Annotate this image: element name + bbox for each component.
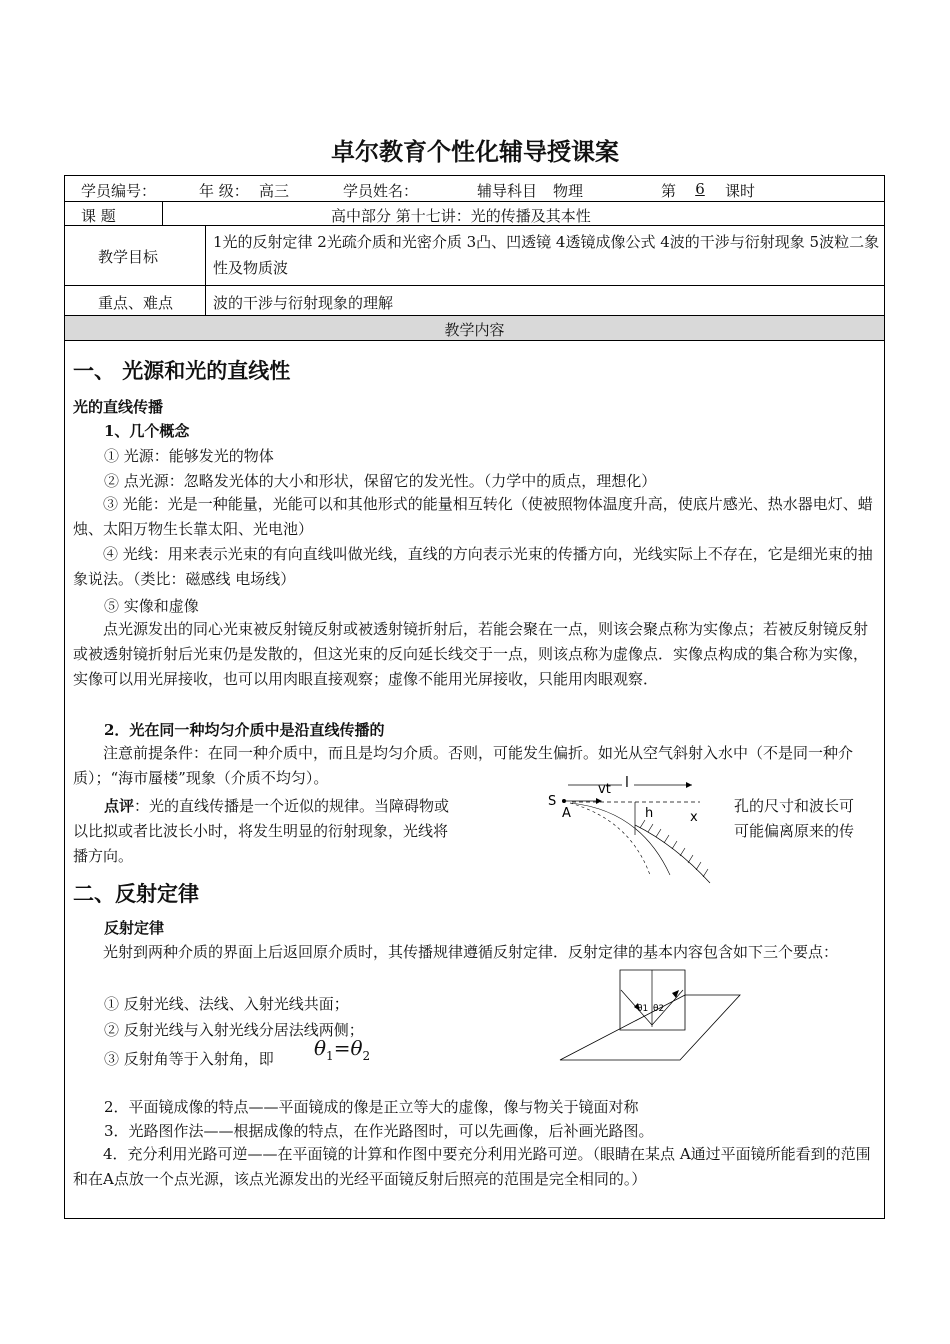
key-label: 重点、难点 <box>98 294 174 312</box>
section2-heading: 二、反射定律 <box>73 882 199 906</box>
reflection-intro: 光射到两种介质的界面上后返回原介质时，其传播规律遵循反射定律．反射定律的基本内容包含如下三个要点： <box>103 943 839 961</box>
grade-value: 高三 <box>259 182 290 200</box>
concept-light-source: ① 光源：能够发光的物体 <box>104 447 274 465</box>
section2-subheading: 反射定律 <box>104 919 165 937</box>
goal-label: 教学目标 <box>98 248 159 266</box>
comment-text-2: 孔的尺寸和波长可 <box>734 797 855 815</box>
comment-line1 <box>104 795 449 816</box>
fig1-label-vt: vt <box>598 782 611 797</box>
reflection-rule-3: ③ 反射角等于入射角，即 <box>104 1050 274 1068</box>
info-row <box>65 176 884 202</box>
comment-text-1: ：光的直线传播是一个近似的规律。当障碍物或 <box>134 797 450 815</box>
fig1-label-h: h <box>645 806 654 821</box>
comment-label: 点评 <box>104 797 135 815</box>
concepts-title: 1、几个概念 <box>104 422 190 440</box>
item2-title: 2．光在同一种均匀介质中是沿直线传播的 <box>104 721 385 739</box>
reflection-rule-2: ② 反射光线与入射光线分居法线两侧； <box>104 1021 364 1039</box>
reflection-figure <box>555 965 745 1065</box>
ray-diagram-rule: 3．光路图作法——根据成像的特点，在作光路图时，可以先画像，后补画光路图。 <box>104 1122 654 1140</box>
student-id-label: 学员编号： <box>81 182 157 200</box>
lesson-prefix: 第 <box>661 182 677 200</box>
lesson-suffix: 课时 <box>725 182 756 200</box>
formula-sub1: 1 <box>326 1049 334 1063</box>
fig2-theta2: θ2 <box>653 1004 665 1014</box>
concept-light-energy: ③ 光能：光是一种能量，光能可以和其他形式的能量相互转化（使被照物体温度升高，使底片感光、热水器电灯、蜡烛、太阳万物生长靠太阳、光电池） <box>73 495 873 538</box>
subject-value: 物理 <box>553 182 584 200</box>
key-value: 波的干涉与衍射现象的理解 <box>213 294 394 312</box>
reversibility-rule: 4．充分利用光路可逆——在平面镜的计算和作图中要充分利用光路可逆。（眼睛在某点 A通过平面镜所能看到的范围和在A点放一个点光源，该点光源发出的光经平面镜反射后照亮的范围是完全相同的。） <box>73 1145 871 1188</box>
image-explanation: 点光源发出的同心光束被反射镜反射或被透射镜折射后，若能会聚在一点，则该会聚点称为实像点；若被反射镜反射或被透射镜折射后光束仍是发散的，但这光束的反向延长线交于一点，则该点称为虚像点．实像点构成的集合称为实像，实像可以用光屏接收，也可以用肉眼直接观察；虚像不能用光屏接收，只能用肉眼观察． <box>73 620 869 688</box>
content-label: 教学内容 <box>444 321 505 339</box>
concept-image: ⑤ 实像和虚像 <box>104 597 199 615</box>
key-row <box>65 286 884 316</box>
comment-text-3: 以比拟或者比波长小时，将发生明显的衍射现象，光线将 <box>73 822 449 840</box>
grade-label: 年 级： <box>199 182 249 200</box>
student-name-label: 学员姓名： <box>343 182 419 200</box>
concept-light-ray: ④ 光线：用来表示光束的有向直线叫做光线，直线的方向表示光束的传播方向，光线实际上不存在，它是细光束的抽象说法。（类比：磁感线 电场线） <box>73 545 873 588</box>
formula <box>314 1036 370 1063</box>
section1-heading: 一、 光源和光的直线性 <box>73 359 291 383</box>
fig1-label-s: S <box>548 794 557 809</box>
mirror-image-rule: 2．平面镜成像的特点——平面镜成的像是正立等大的虚像，像与物关于镜面对称 <box>104 1098 639 1116</box>
topic-row <box>65 202 884 226</box>
section1-subheading: 光的直线传播 <box>73 398 164 416</box>
premise-paragraph: 注意前提条件：在同一种介质中，而且是均匀介质。否则，可能发生偏折。如光从空气斜射入水中（不是同一种介质）；“海市蜃楼”现象（介质不均匀）。 <box>73 744 854 787</box>
formula-rhs: θ <box>350 1036 363 1060</box>
fig1-label-a: A <box>562 806 571 821</box>
fig1-label-x: x <box>690 810 698 825</box>
goal-row <box>65 226 884 286</box>
lesson-number: 6 <box>695 180 705 198</box>
topic-value: 高中部分 第十七讲：光的传播及其本性 <box>331 207 591 225</box>
comment-text-4: 可能偏离原来的传 <box>734 822 855 840</box>
topic-label: 课 题 <box>81 207 116 225</box>
page-title: 卓尔教育个性化辅导授课案 <box>331 138 619 166</box>
fig1-label-l: l <box>625 775 629 791</box>
formula-lhs: θ <box>314 1036 327 1060</box>
formula-sub2: 2 <box>362 1049 371 1063</box>
comment-text-5: 播方向。 <box>73 847 134 865</box>
formula-eq: = <box>333 1036 351 1060</box>
goal-value: 1光的反射定律 2光疏介质和光密介质 3凸、凹透镜 4透镜成像公式 4波的干涉与衍射现象 5波粒二象性及物质波 <box>213 233 880 277</box>
content-header-row <box>65 316 884 341</box>
subject-label: 辅导科目 <box>477 182 538 200</box>
fig2-theta1: θ1 <box>637 1004 649 1014</box>
concept-point-source: ② 点光源：忽略发光体的大小和形状，保留它的发光性。（力学中的质点，理想化） <box>104 472 657 490</box>
reflection-rule-1: ① 反射光线、法线、入射光线共面； <box>104 995 349 1013</box>
diffraction-figure <box>540 765 740 885</box>
